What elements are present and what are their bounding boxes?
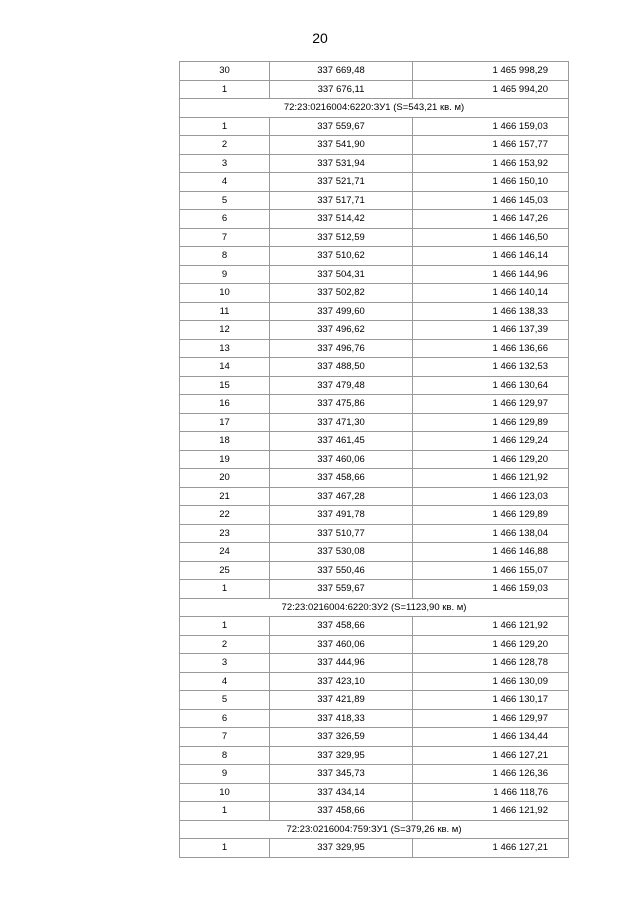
x-coordinate-cell: 337 329,95 [270,746,413,765]
x-coordinate-cell: 337 669,48 [270,62,413,81]
point-number-cell: 20 [180,469,270,488]
y-coordinate-cell: 1 465 998,29 [413,62,569,81]
point-number-cell: 1 [180,617,270,636]
point-number-cell: 23 [180,524,270,543]
point-number-cell: 12 [180,321,270,340]
table-row [180,561,569,580]
y-coordinate-cell: 1 466 150,10 [413,173,569,192]
x-coordinate-cell: 337 488,50 [270,358,413,377]
section-header-row [180,99,569,118]
point-number-cell: 3 [180,154,270,173]
y-coordinate-cell: 1 466 130,17 [413,691,569,710]
table-row [180,284,569,303]
y-coordinate-cell: 1 466 145,03 [413,191,569,210]
table-row [180,783,569,802]
table-row [180,247,569,266]
coordinates-table [179,61,569,858]
table-row [180,117,569,136]
x-coordinate-cell: 337 496,62 [270,321,413,340]
x-coordinate-cell: 337 461,45 [270,432,413,451]
point-number-cell: 21 [180,487,270,506]
x-coordinate-cell: 337 521,71 [270,173,413,192]
y-coordinate-cell: 1 466 137,39 [413,321,569,340]
point-number-cell: 7 [180,228,270,247]
y-coordinate-cell: 1 466 138,33 [413,302,569,321]
point-number-cell: 5 [180,691,270,710]
point-number-cell: 8 [180,247,270,266]
y-coordinate-cell: 1 466 129,20 [413,450,569,469]
point-number-cell: 6 [180,210,270,229]
x-coordinate-cell: 337 541,90 [270,136,413,155]
table-row [180,376,569,395]
y-coordinate-cell: 1 466 129,89 [413,413,569,432]
point-number-cell: 8 [180,746,270,765]
table-row [180,432,569,451]
table-row [180,487,569,506]
table-row [180,395,569,414]
point-number-cell: 1 [180,80,270,99]
y-coordinate-cell: 1 466 121,92 [413,617,569,636]
y-coordinate-cell: 1 466 121,92 [413,469,569,488]
point-number-cell: 30 [180,62,270,81]
x-coordinate-cell: 337 512,59 [270,228,413,247]
x-coordinate-cell: 337 345,73 [270,765,413,784]
point-number-cell: 14 [180,358,270,377]
point-number-cell: 11 [180,302,270,321]
point-number-cell: 5 [180,191,270,210]
y-coordinate-cell: 1 466 129,24 [413,432,569,451]
table-row [180,191,569,210]
y-coordinate-cell: 1 466 129,20 [413,635,569,654]
table-row [180,691,569,710]
y-coordinate-cell: 1 466 138,04 [413,524,569,543]
y-coordinate-cell: 1 466 121,92 [413,802,569,821]
table-row [180,728,569,747]
section-header-row [180,820,569,839]
x-coordinate-cell: 337 467,28 [270,487,413,506]
point-number-cell: 19 [180,450,270,469]
point-number-cell: 13 [180,339,270,358]
point-number-cell: 22 [180,506,270,525]
table-row [180,654,569,673]
x-coordinate-cell: 337 517,71 [270,191,413,210]
y-coordinate-cell: 1 466 118,76 [413,783,569,802]
x-coordinate-cell: 337 504,31 [270,265,413,284]
table-row [180,839,569,858]
x-coordinate-cell: 337 496,76 [270,339,413,358]
point-number-cell: 9 [180,265,270,284]
table-row [180,321,569,340]
y-coordinate-cell: 1 466 155,07 [413,561,569,580]
y-coordinate-cell: 1 466 147,26 [413,210,569,229]
table-row [180,154,569,173]
x-coordinate-cell: 337 510,77 [270,524,413,543]
table-row [180,635,569,654]
y-coordinate-cell: 1 466 153,92 [413,154,569,173]
point-number-cell: 4 [180,672,270,691]
x-coordinate-cell: 337 559,67 [270,580,413,599]
y-coordinate-cell: 1 466 134,44 [413,728,569,747]
table-row [180,617,569,636]
x-coordinate-cell: 337 530,08 [270,543,413,562]
x-coordinate-cell: 337 510,62 [270,247,413,266]
x-coordinate-cell: 337 475,86 [270,395,413,414]
point-number-cell: 18 [180,432,270,451]
table-row [180,80,569,99]
y-coordinate-cell: 1 466 129,89 [413,506,569,525]
y-coordinate-cell: 1 466 136,66 [413,339,569,358]
y-coordinate-cell: 1 466 123,03 [413,487,569,506]
x-coordinate-cell: 337 502,82 [270,284,413,303]
y-coordinate-cell: 1 466 129,97 [413,709,569,728]
point-number-cell: 2 [180,635,270,654]
y-coordinate-cell: 1 466 132,53 [413,358,569,377]
point-number-cell: 17 [180,413,270,432]
x-coordinate-cell: 337 460,06 [270,450,413,469]
point-number-cell: 2 [180,136,270,155]
table-row [180,469,569,488]
y-coordinate-cell: 1 466 140,14 [413,284,569,303]
x-coordinate-cell: 337 479,48 [270,376,413,395]
table-row [180,339,569,358]
coordinates-table-body [180,62,569,858]
x-coordinate-cell: 337 676,11 [270,80,413,99]
y-coordinate-cell: 1 466 130,64 [413,376,569,395]
x-coordinate-cell: 337 434,14 [270,783,413,802]
x-coordinate-cell: 337 491,78 [270,506,413,525]
table-row [180,265,569,284]
table-row [180,746,569,765]
parcel-title: 72:23:0216004:6220:ЗУ2 (S=1123,90 кв. м) [180,598,569,617]
y-coordinate-cell: 1 466 159,03 [413,117,569,136]
table-row [180,709,569,728]
point-number-cell: 24 [180,543,270,562]
point-number-cell: 3 [180,654,270,673]
table-row [180,173,569,192]
y-coordinate-cell: 1 466 146,88 [413,543,569,562]
point-number-cell: 1 [180,802,270,821]
table-row [180,672,569,691]
table-row [180,543,569,562]
y-coordinate-cell: 1 466 127,21 [413,839,569,858]
y-coordinate-cell: 1 466 126,36 [413,765,569,784]
y-coordinate-cell: 1 466 146,50 [413,228,569,247]
table-row [180,136,569,155]
x-coordinate-cell: 337 458,66 [270,469,413,488]
parcel-title: 72:23:0216004:6220:ЗУ1 (S=543,21 кв. м) [180,99,569,118]
x-coordinate-cell: 337 418,33 [270,709,413,728]
y-coordinate-cell: 1 466 129,97 [413,395,569,414]
y-coordinate-cell: 1 465 994,20 [413,80,569,99]
point-number-cell: 15 [180,376,270,395]
point-number-cell: 7 [180,728,270,747]
point-number-cell: 1 [180,580,270,599]
x-coordinate-cell: 337 550,46 [270,561,413,580]
y-coordinate-cell: 1 466 130,09 [413,672,569,691]
y-coordinate-cell: 1 466 146,14 [413,247,569,266]
table-row [180,228,569,247]
point-number-cell: 9 [180,765,270,784]
point-number-cell: 25 [180,561,270,580]
x-coordinate-cell: 337 559,67 [270,117,413,136]
x-coordinate-cell: 337 471,30 [270,413,413,432]
x-coordinate-cell: 337 326,59 [270,728,413,747]
table-row [180,302,569,321]
x-coordinate-cell: 337 460,06 [270,635,413,654]
table-row [180,450,569,469]
table-row [180,524,569,543]
point-number-cell: 10 [180,783,270,802]
point-number-cell: 10 [180,284,270,303]
point-number-cell: 16 [180,395,270,414]
table-row [180,580,569,599]
x-coordinate-cell: 337 421,89 [270,691,413,710]
y-coordinate-cell: 1 466 157,77 [413,136,569,155]
table-row [180,413,569,432]
y-coordinate-cell: 1 466 128,78 [413,654,569,673]
x-coordinate-cell: 337 444,96 [270,654,413,673]
y-coordinate-cell: 1 466 127,21 [413,746,569,765]
page-number: 20 [312,30,328,46]
section-header-row [180,598,569,617]
point-number-cell: 1 [180,117,270,136]
x-coordinate-cell: 337 329,95 [270,839,413,858]
x-coordinate-cell: 337 531,94 [270,154,413,173]
point-number-cell: 1 [180,839,270,858]
x-coordinate-cell: 337 458,66 [270,617,413,636]
point-number-cell: 6 [180,709,270,728]
table-row [180,765,569,784]
x-coordinate-cell: 337 514,42 [270,210,413,229]
y-coordinate-cell: 1 466 144,96 [413,265,569,284]
table-row [180,358,569,377]
table-row [180,210,569,229]
table-row [180,802,569,821]
x-coordinate-cell: 337 458,66 [270,802,413,821]
x-coordinate-cell: 337 423,10 [270,672,413,691]
point-number-cell: 4 [180,173,270,192]
y-coordinate-cell: 1 466 159,03 [413,580,569,599]
x-coordinate-cell: 337 499,60 [270,302,413,321]
table-row [180,506,569,525]
parcel-title: 72:23:0216004:759:ЗУ1 (S=379,26 кв. м) [180,820,569,839]
table-row [180,62,569,81]
